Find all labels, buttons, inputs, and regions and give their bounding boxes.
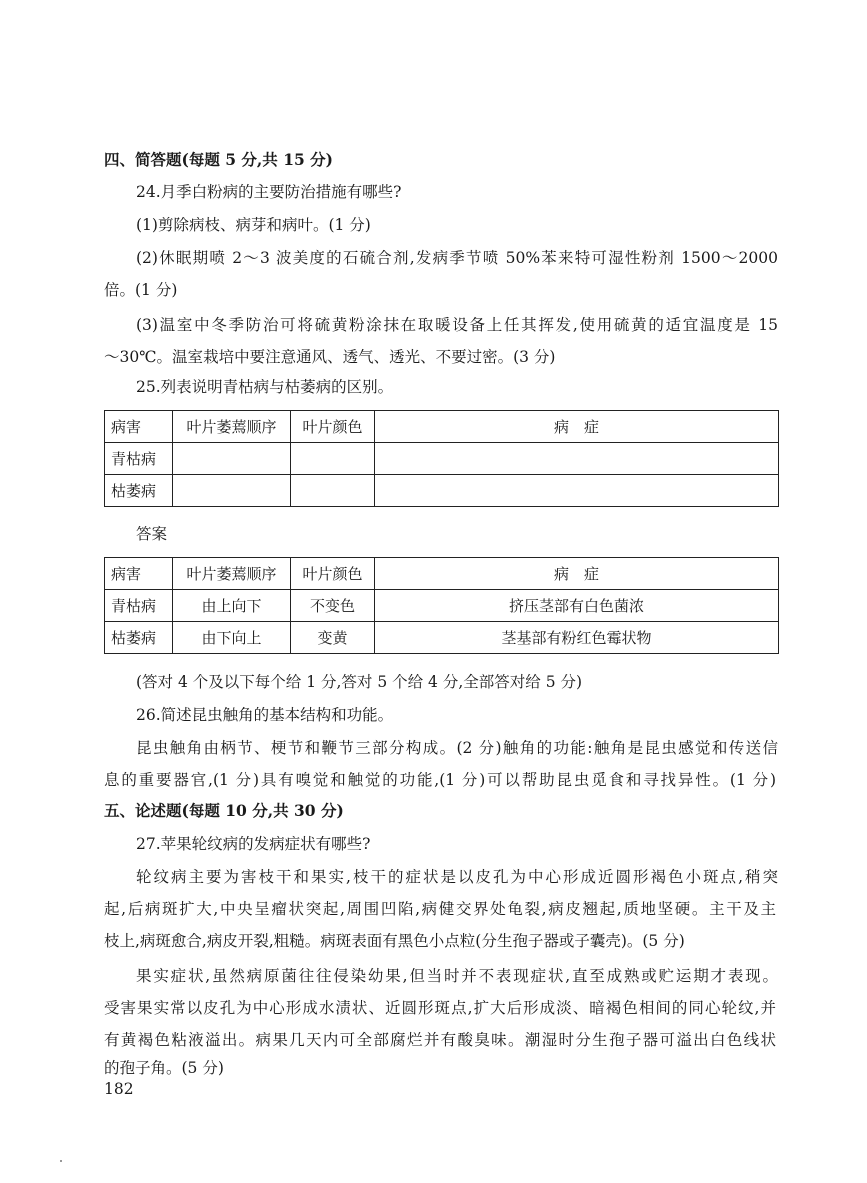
q27-paragraph-2-line-2: 受害果实常以皮孔为中心形成水渍状、近圆形斑点,扩大后形成淡、暗褐色相间的同心轮纹,并 bbox=[104, 999, 776, 1017]
table-cell: 由上向下 bbox=[173, 590, 291, 622]
table-cell: 变黄 bbox=[291, 622, 375, 654]
header-cell: 病 症 bbox=[375, 558, 779, 590]
answer-label: 答案 bbox=[136, 525, 168, 543]
table-cell bbox=[291, 443, 375, 475]
table-cell bbox=[375, 475, 779, 507]
table-cell bbox=[291, 475, 375, 507]
q27-paragraph-1-line-1: 轮纹病主要为害枝干和果实,枝干的症状是以皮孔为中心形成近圆形褐色小斑点,稍突 bbox=[136, 868, 778, 886]
table-cell: 青枯病 bbox=[105, 590, 173, 622]
header-cell: 叶片颜色 bbox=[291, 558, 375, 590]
table-header-row bbox=[105, 411, 779, 443]
scan-speck bbox=[60, 1160, 62, 1162]
table-cell: 枯萎病 bbox=[105, 475, 173, 507]
header-cell: 病害 bbox=[105, 411, 173, 443]
section-5-heading: 五、论述题(每题 10 分,共 30 分) bbox=[104, 801, 344, 820]
table-cell: 茎基部有粉红色霉状物 bbox=[375, 622, 779, 654]
table-cell: 由下向上 bbox=[173, 622, 291, 654]
table-cell: 挤压茎部有白色菌浓 bbox=[375, 590, 779, 622]
q24-answer-3-line-1: (3)温室中冬季防治可将硫黄粉涂抹在取暖设备上任其挥发,使用硫黄的适宜温度是 15 bbox=[136, 316, 778, 334]
q24-answer-1: (1)剪除病枝、病芽和病叶。(1 分) bbox=[136, 216, 371, 234]
table-cell: 不变色 bbox=[291, 590, 375, 622]
q27-paragraph-2-line-1: 果实症状,虽然病原菌往往侵染幼果,但当时并不表现症状,直至成熟或贮运期才表现。 bbox=[136, 967, 778, 985]
q27-question: 27.苹果轮纹病的发病症状有哪些? bbox=[136, 835, 371, 853]
table-row bbox=[105, 622, 779, 654]
q26-answer-line-2: 息的重要器官,(1 分)具有嗅觉和触觉的功能,(1 分)可以帮助昆虫觅食和寻找异性。(1 分) bbox=[104, 771, 776, 789]
q27-paragraph-2-line-4: 的孢子角。(5 分) bbox=[104, 1059, 224, 1077]
table-cell bbox=[173, 475, 291, 507]
q25-scoring-note: (答对 4 个及以下每个给 1 分,答对 5 个给 4 分,全部答对给 5 分) bbox=[136, 673, 583, 691]
q25-question: 25.列表说明青枯病与枯萎病的区别。 bbox=[136, 378, 394, 396]
q24-answer-2-line-2: 倍。(1 分) bbox=[104, 281, 178, 299]
table-cell: 枯萎病 bbox=[105, 622, 173, 654]
header-cell: 病 症 bbox=[375, 411, 779, 443]
section-4-heading: 四、简答题(每题 5 分,共 15 分) bbox=[104, 150, 334, 169]
q26-question: 26.简述昆虫触角的基本结构和功能。 bbox=[136, 706, 394, 724]
table-header-row bbox=[105, 558, 779, 590]
page-number: 182 bbox=[104, 1080, 134, 1098]
header-cell: 叶片萎蔫顺序 bbox=[173, 558, 291, 590]
q24-question: 24.月季白粉病的主要防治措施有哪些? bbox=[136, 183, 402, 201]
header-cell: 叶片颜色 bbox=[291, 411, 375, 443]
table-cell bbox=[173, 443, 291, 475]
blank-comparison-table bbox=[104, 410, 779, 507]
answer-comparison-table bbox=[104, 557, 779, 654]
table-row bbox=[105, 475, 779, 507]
q24-answer-3-line-2: ～30℃。温室栽培中要注意通风、透气、透光、不要过密。(3 分) bbox=[104, 348, 556, 366]
q27-paragraph-1-line-3: 枝上,病斑愈合,病皮开裂,粗糙。病斑表面有黑色小点粒(分生孢子器或子囊壳)。(5 分) bbox=[104, 932, 685, 950]
q24-answer-2-line-1: (2)休眠期喷 2～3 波美度的石硫合剂,发病季节喷 50%苯来特可湿性粉剂 1500～2000 bbox=[136, 249, 778, 267]
q27-paragraph-1-line-2: 起,后病斑扩大,中央呈瘤状突起,周围凹陷,病健交界处龟裂,病皮翘起,质地坚硬。主干及主 bbox=[104, 900, 776, 918]
q26-answer-line-1: 昆虫触角由柄节、梗节和鞭节三部分构成。(2 分)触角的功能:触角是昆虫感觉和传送信 bbox=[136, 739, 778, 757]
table-row bbox=[105, 443, 779, 475]
header-cell: 叶片萎蔫顺序 bbox=[173, 411, 291, 443]
header-cell: 病害 bbox=[105, 558, 173, 590]
table-cell: 青枯病 bbox=[105, 443, 173, 475]
table-row bbox=[105, 590, 779, 622]
q27-paragraph-2-line-3: 有黄褐色粘液溢出。病果几天内可全部腐烂并有酸臭味。潮湿时分生孢子器可溢出白色线状 bbox=[104, 1031, 776, 1049]
table-cell bbox=[375, 443, 779, 475]
